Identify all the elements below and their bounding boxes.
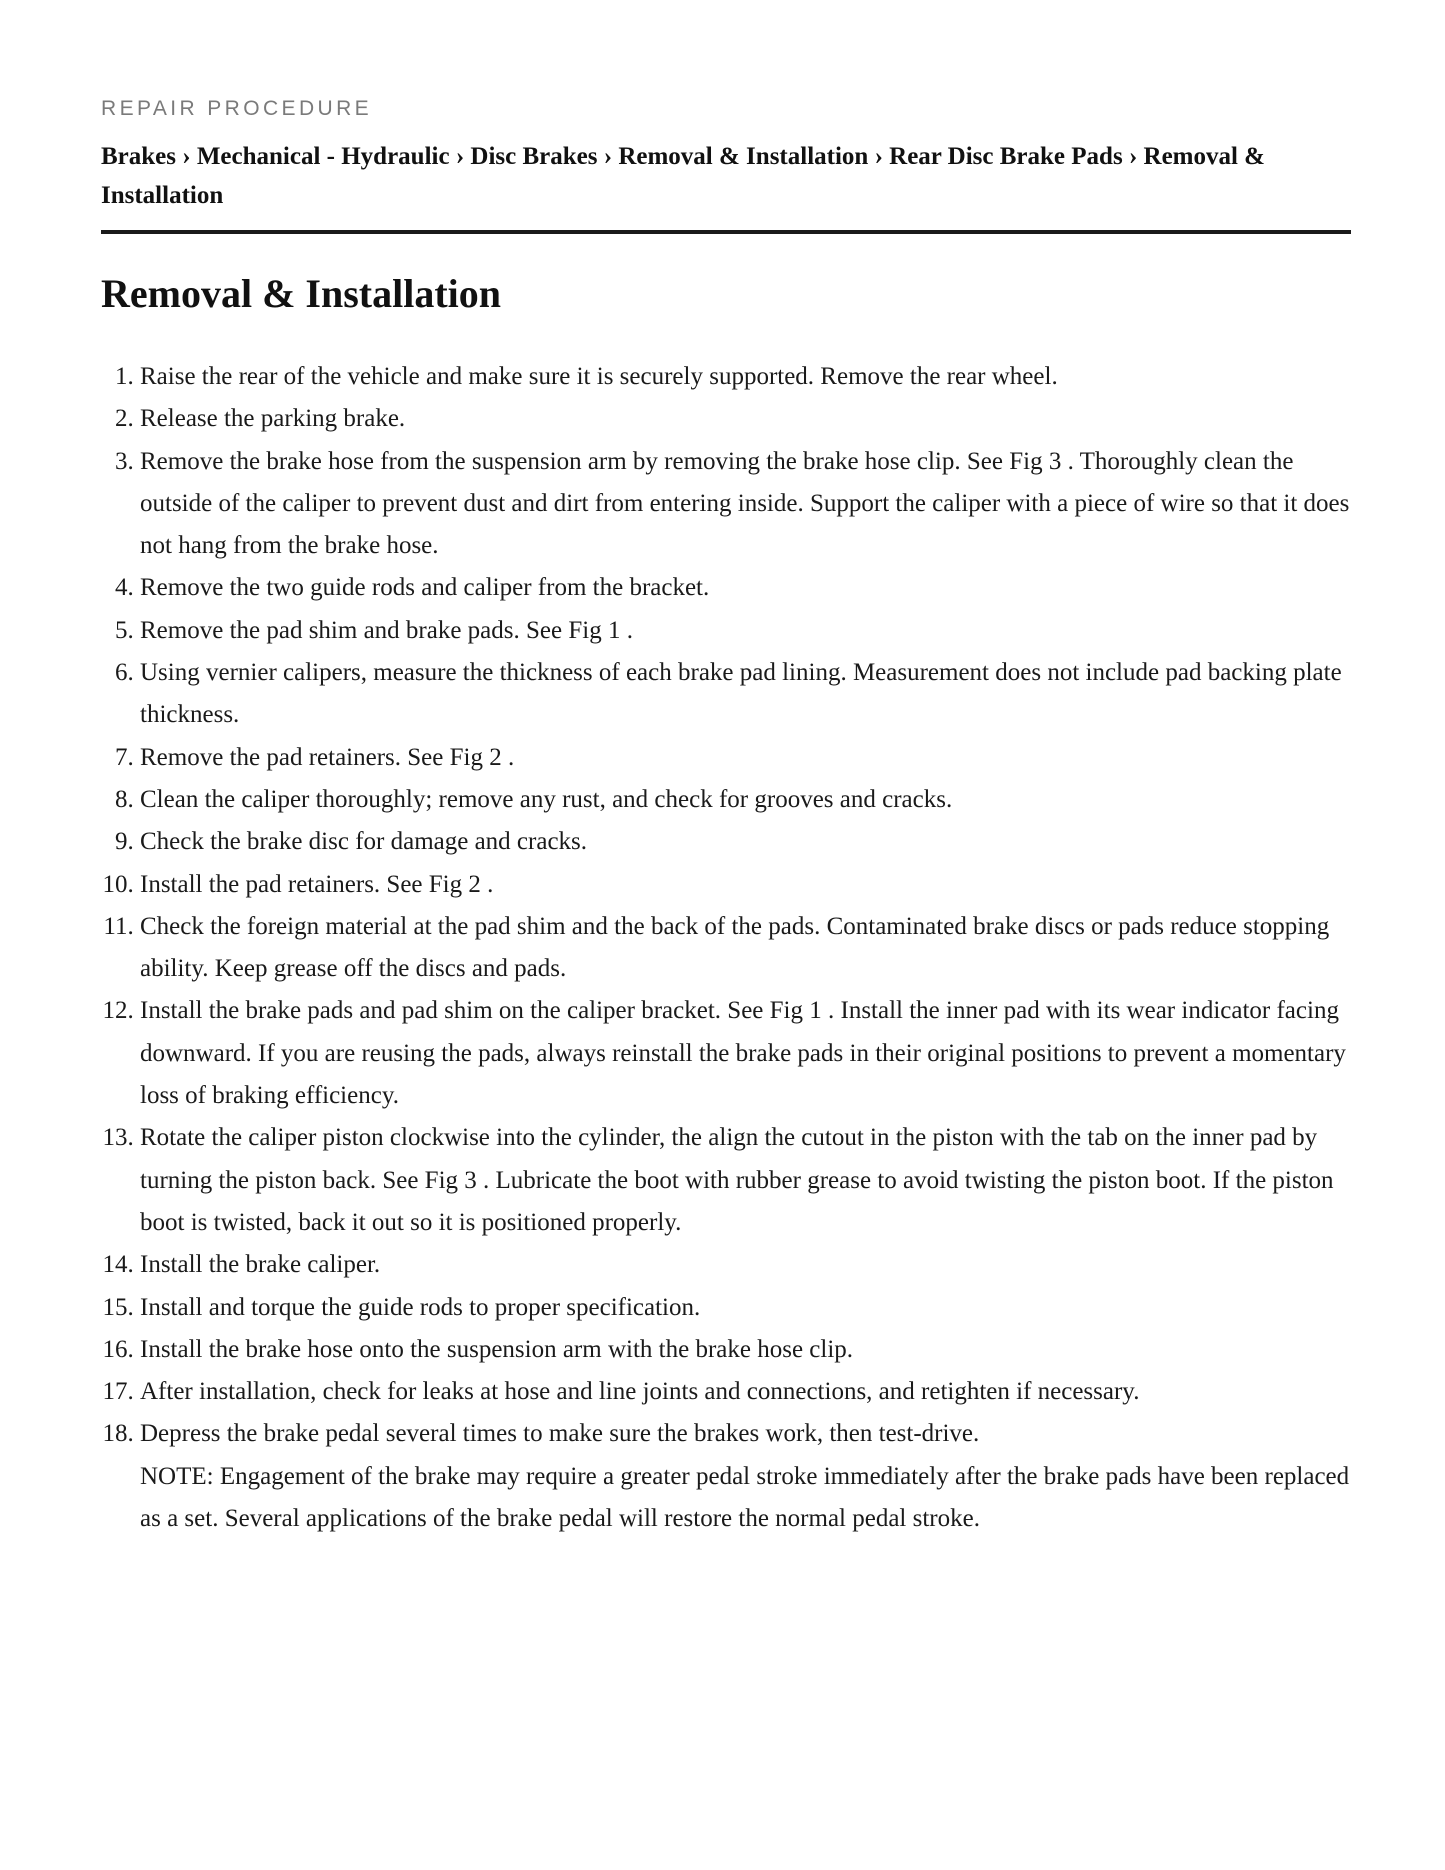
list-item (140, 610, 1351, 652)
step-text: Clean the caliper thoroughly; remove any rust, and check for grooves and cracks. (140, 785, 953, 813)
step-text: Check the brake disc for damage and cracks. (140, 828, 588, 856)
step-text: Remove the pad shim and brake pads. See Fig 1 . (140, 616, 633, 644)
step-note: NOTE: Engagement of the brake may require a greater pedal stroke immediately after the brake pads have been replaced as a set. Several applications of the brake pedal will restore the normal pedal stroke. (140, 1462, 1350, 1533)
step-text: Depress the brake pedal several times to make sure the brakes work, then test-drive. (140, 1420, 980, 1448)
list-item (140, 567, 1351, 609)
step-text: Using vernier calipers, measure the thickness of each brake pad lining. Measurement does not include pad backing plate thickness. (140, 659, 1342, 729)
list-item (140, 1117, 1351, 1244)
list-item (140, 779, 1351, 821)
list-item (140, 737, 1351, 779)
step-text: Install the brake caliper. (140, 1251, 381, 1279)
breadcrumb-item-disc-brakes[interactable]: Disc Brakes (470, 143, 598, 170)
list-item (140, 990, 1351, 1117)
breadcrumb-separator: › (874, 143, 890, 170)
step-text: Remove the brake hose from the suspension arm by removing the brake hose clip. See Fig 3 . Thoroughly clean the outside of the caliper to prevent dust and dirt from entering inside. Support the caliper with a piece of wire so that it does not hang from the brake hose. (140, 447, 1350, 560)
breadcrumb-item-current: Removal & Installation (101, 143, 1266, 209)
breadcrumb-separator: › (1128, 143, 1144, 170)
step-text: Install the pad retainers. See Fig 2 . (140, 870, 494, 898)
list-item (140, 1371, 1351, 1413)
list-item (140, 441, 1351, 568)
step-text: Release the parking brake. (140, 405, 406, 433)
breadcrumb-item-removal-installation[interactable]: Removal & Installation (618, 143, 869, 170)
breadcrumb-item-mechanical-hydraulic[interactable]: Mechanical - Hydraulic (196, 143, 450, 170)
list-item (140, 821, 1351, 863)
procedure-steps-list (101, 356, 1351, 1540)
step-text: Install the brake hose onto the suspension arm with the brake hose clip. (140, 1335, 854, 1363)
breadcrumb-item-brakes[interactable]: Brakes (101, 143, 176, 170)
list-item (140, 1244, 1351, 1286)
breadcrumb-separator: › (603, 143, 619, 170)
breadcrumb (101, 137, 1351, 215)
list-item (140, 864, 1351, 906)
document-page (101, 0, 1351, 1540)
breadcrumb-separator: › (455, 143, 471, 170)
list-item (140, 398, 1351, 440)
list-item (140, 906, 1351, 991)
page-title: Removal & Installation (101, 271, 501, 316)
step-text: Raise the rear of the vehicle and make sure it is securely supported. Remove the rear wheel. (140, 363, 1058, 390)
step-text: Remove the pad retainers. See Fig 2 . (140, 743, 515, 771)
step-text: Rotate the caliper piston clockwise into the cylinder, the align the cutout in the piston with the tab on the inner pad by turning the piston back. See Fig 3 . Lubricate the boot with rubber grease to avoid twisting the piston boot. If the piston boot is twisted, back it out so it is positioned properly. (140, 1124, 1334, 1236)
list-item (140, 1413, 1351, 1540)
list-item (140, 1287, 1351, 1329)
step-text: After installation, check for leaks at hose and line joints and connections, and retighten if necessary. (140, 1378, 1140, 1406)
list-item (140, 652, 1351, 737)
step-text: Remove the two guide rods and caliper from the bracket. (140, 574, 710, 602)
breadcrumb-item-rear-disc-brake-pads[interactable]: Rear Disc Brake Pads (889, 143, 1123, 170)
breadcrumb-separator: › (182, 143, 197, 170)
step-text: Install and torque the guide rods to proper specification. (140, 1293, 701, 1321)
list-item (140, 1329, 1351, 1371)
header-divider (101, 230, 1351, 234)
step-text: Install the brake pads and pad shim on the caliper bracket. See Fig 1 . Install the inner pad with its wear indicator facing downward. If you are reusing the pads, always reinstall the brake pads in their original positions to prevent a momentary loss of braking efficiency. (140, 997, 1346, 1110)
list-item (140, 356, 1351, 398)
section-eyebrow: REPAIR PROCEDURE (101, 97, 373, 120)
step-text: Check the foreign material at the pad shim and the back of the pads. Contaminated brake discs or pads reduce stopping ability. Keep grease off the discs and pads. (140, 912, 1330, 983)
